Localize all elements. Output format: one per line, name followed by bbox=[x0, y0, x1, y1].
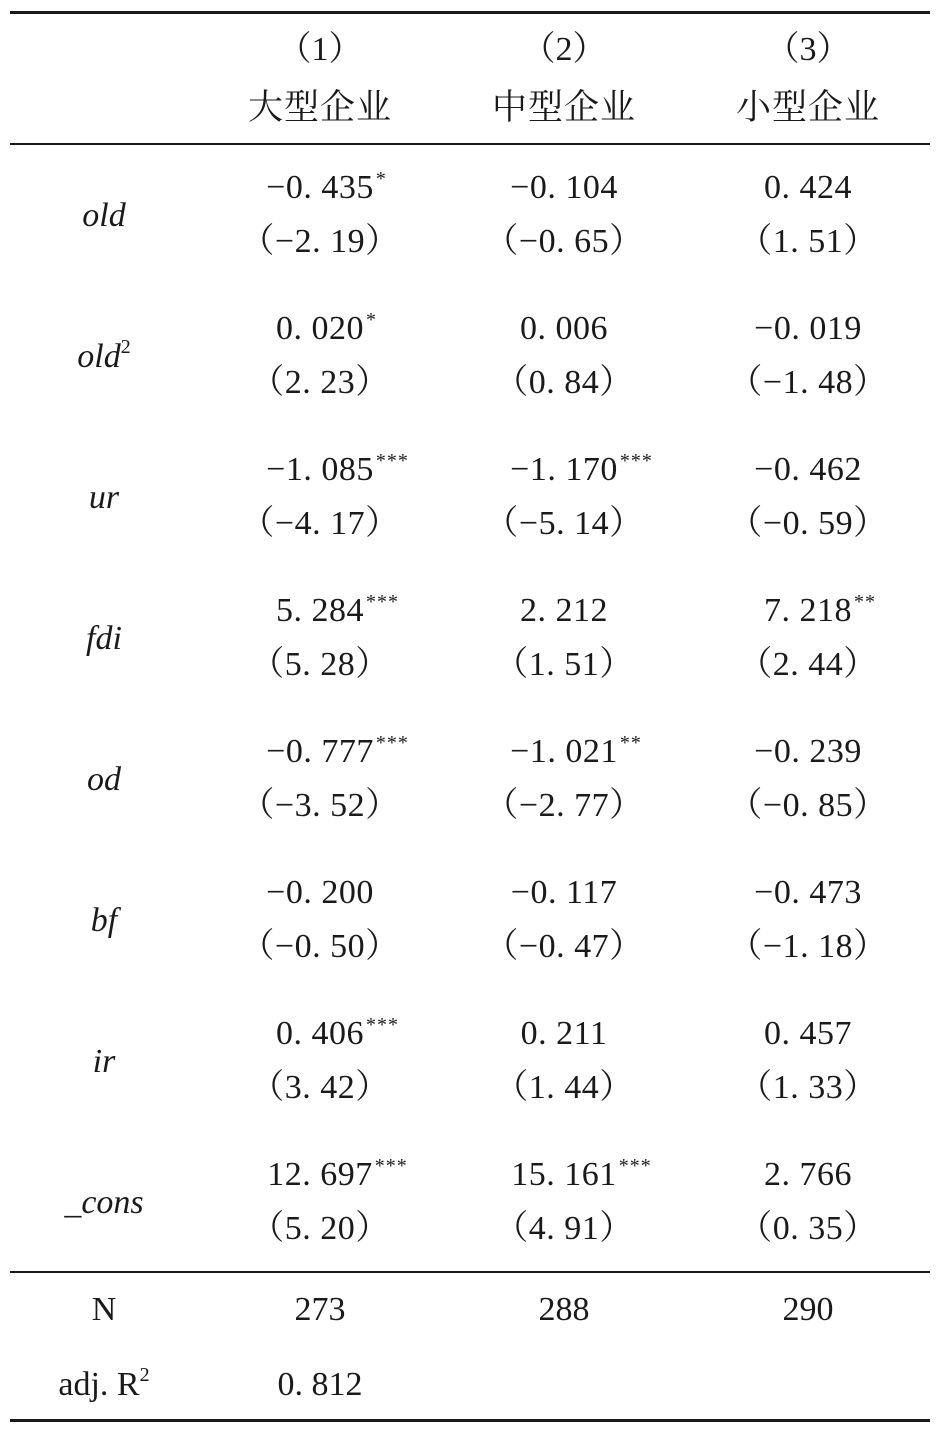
variable-label: old$^2$ bbox=[77, 336, 131, 375]
t-statistic-cell: （−0. 47） bbox=[484, 928, 644, 965]
coefficient-cell: −1. 170 *** bbox=[458, 450, 670, 490]
stat-value: 288 bbox=[538, 1291, 590, 1328]
stat-label: adj. $R^2$ bbox=[58, 1364, 150, 1403]
stat-value: 0. 812 bbox=[277, 1366, 363, 1403]
coefficient-cell: 0. 424 bbox=[764, 169, 852, 206]
t-statistic-cell: （−0. 59） bbox=[728, 505, 888, 542]
coefficient-cell: 0. 406 *** bbox=[214, 1014, 426, 1054]
t-statistic-cell: （−4. 17） bbox=[240, 505, 400, 542]
coefficient-cell: 0. 006 bbox=[520, 310, 608, 347]
coefficient-cell: 5. 284 *** bbox=[214, 591, 426, 631]
coefficient-cell: 2. 212 bbox=[520, 592, 608, 629]
significance-stars: *** bbox=[375, 732, 409, 754]
coefficient-cell: −0. 239 bbox=[754, 733, 862, 770]
significance-stars: *** bbox=[618, 1155, 652, 1177]
coefficient-cell: −0. 777 *** bbox=[214, 732, 426, 772]
significance-stars: *** bbox=[366, 591, 399, 613]
col-2-label: 中型企业 bbox=[491, 88, 636, 128]
t-statistic-cell: （−5. 14） bbox=[484, 505, 644, 542]
significance-stars: *** bbox=[619, 450, 653, 472]
stat-value: 290 bbox=[782, 1291, 834, 1328]
col-1-number: （1） bbox=[277, 31, 363, 68]
t-statistic-cell: （0. 35） bbox=[738, 1210, 878, 1247]
col-3-number: （3） bbox=[765, 31, 851, 68]
t-statistic-cell: （−1. 18） bbox=[728, 928, 888, 965]
variable-label: ir bbox=[92, 1043, 116, 1080]
significance-stars: * bbox=[375, 168, 387, 190]
t-statistic-cell: （1. 51） bbox=[738, 223, 878, 260]
t-statistic-cell: （5. 28） bbox=[250, 646, 390, 683]
variable-label: bf bbox=[90, 902, 118, 939]
coefficient-cell: −0. 200 bbox=[266, 874, 374, 911]
coefficient-cell: −0. 462 bbox=[754, 451, 862, 488]
coefficient-cell: 0. 020 * bbox=[214, 309, 426, 349]
t-statistic-cell: （−2. 77） bbox=[484, 787, 644, 824]
superscript: 2 bbox=[139, 1364, 150, 1386]
bottom-rule bbox=[10, 1419, 930, 1422]
variable-label: fdi bbox=[86, 620, 122, 657]
t-statistic-cell: （3. 42） bbox=[250, 1069, 390, 1106]
coefficient-cell: 12. 697 *** bbox=[214, 1155, 426, 1195]
col-1-label: 大型企业 bbox=[247, 88, 392, 128]
t-statistic-cell: （−0. 85） bbox=[728, 787, 888, 824]
t-statistic-cell: （1. 33） bbox=[738, 1069, 878, 1106]
coefficient-cell: 15. 161 *** bbox=[458, 1155, 670, 1195]
t-statistic-cell: （2. 23） bbox=[250, 364, 390, 401]
coefficient-cell: −0. 117 bbox=[510, 874, 618, 911]
t-statistic-cell: （2. 44） bbox=[738, 646, 878, 683]
coefficient-cell: 0. 211 bbox=[520, 1015, 608, 1052]
stat-label: N bbox=[91, 1291, 117, 1328]
significance-stars: *** bbox=[374, 1155, 408, 1177]
t-statistic-cell: （1. 51） bbox=[494, 646, 634, 683]
coefficient-cell: 7. 218 ** bbox=[702, 591, 914, 631]
top-rule bbox=[10, 11, 930, 14]
variable-label: _cons bbox=[64, 1184, 144, 1221]
col-3-label: 小型企业 bbox=[735, 88, 880, 128]
header-rule bbox=[10, 143, 930, 145]
col-2-number: （2） bbox=[521, 31, 607, 68]
stats-rule bbox=[10, 1271, 930, 1273]
stat-value: 273 bbox=[294, 1291, 346, 1328]
t-statistic-cell: （−0. 65） bbox=[484, 223, 644, 260]
coefficient-cell: −0. 019 bbox=[754, 310, 862, 347]
coefficient-cell: −0. 104 bbox=[510, 169, 618, 206]
significance-stars: *** bbox=[375, 450, 409, 472]
coefficient-cell: −0. 473 bbox=[754, 874, 862, 911]
t-statistic-cell: （5. 20） bbox=[250, 1210, 390, 1247]
superscript: 2 bbox=[120, 336, 131, 358]
coefficient-cell: 0. 457 bbox=[764, 1015, 852, 1052]
t-statistic-cell: （1. 44） bbox=[494, 1069, 634, 1106]
coefficient-cell: −1. 085 *** bbox=[214, 450, 426, 490]
t-statistic-cell: （−0. 50） bbox=[240, 928, 400, 965]
t-statistic-cell: （−1. 48） bbox=[728, 364, 888, 401]
significance-stars: *** bbox=[366, 1014, 399, 1036]
significance-stars: ** bbox=[854, 591, 876, 613]
t-statistic-cell: （−2. 19） bbox=[240, 223, 400, 260]
t-statistic-cell: （−3. 52） bbox=[240, 787, 400, 824]
coefficient-cell: −0. 435 * bbox=[214, 168, 426, 208]
coefficient-cell: 2. 766 bbox=[764, 1156, 852, 1193]
significance-stars: ** bbox=[619, 732, 642, 754]
significance-stars: * bbox=[366, 309, 377, 331]
t-statistic-cell: （4. 91） bbox=[494, 1210, 634, 1247]
variable-label: old bbox=[82, 197, 126, 234]
variable-label: ur bbox=[88, 479, 120, 516]
variable-label: od bbox=[87, 761, 121, 798]
t-statistic-cell: （0. 84） bbox=[494, 364, 634, 401]
coefficient-cell: −1. 021 ** bbox=[458, 732, 670, 772]
